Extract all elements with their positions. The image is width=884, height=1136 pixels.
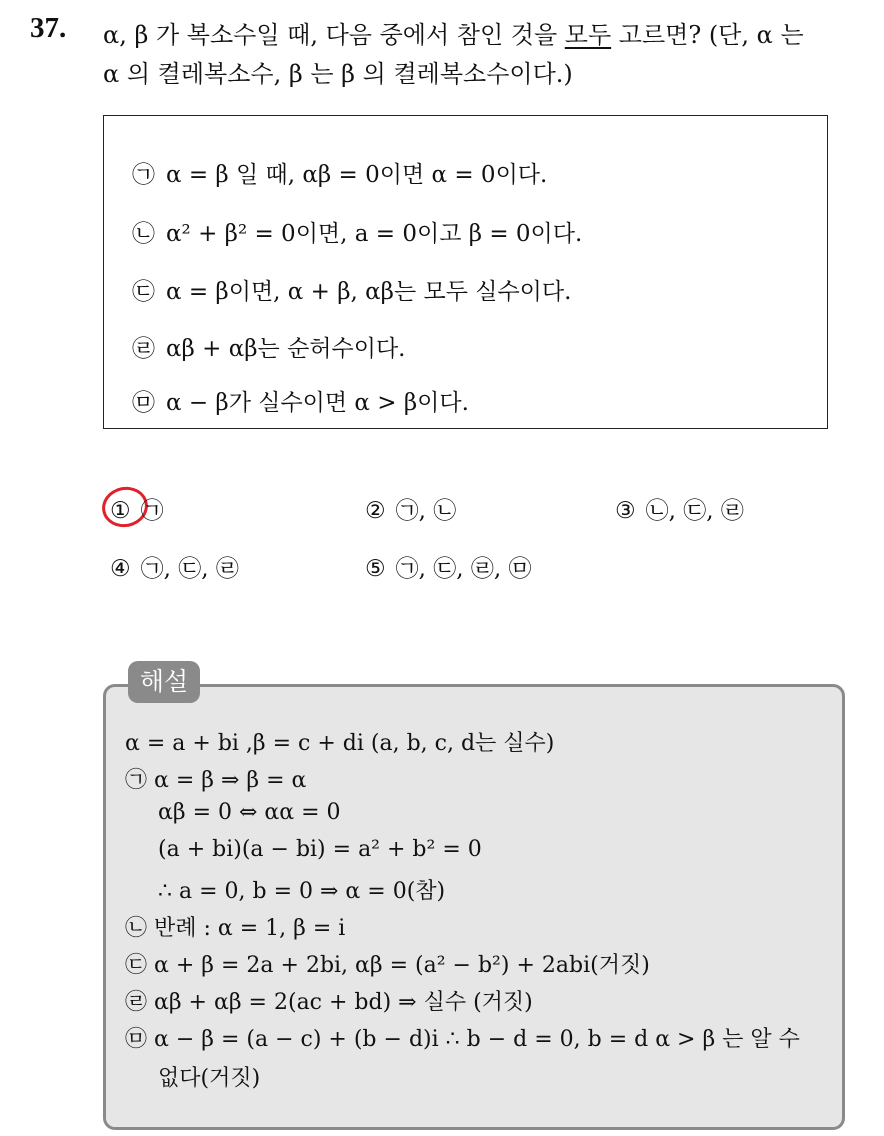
explanation-line-9: ㉤ α − β = (a − c) + (b − d)i ∴ b − d = 0, b = d α > β 는 알 수	[125, 1027, 800, 1052]
explanation-line-8: ㉣ αβ + αβ = 2(ac + bd) ⇒ 실수 (거짓)	[125, 990, 533, 1015]
choice-number: ③	[615, 498, 636, 524]
statement-box	[103, 115, 828, 429]
explanation-line-1: α = a + bi ,β = c + di (a, b, c, d는 실수)	[125, 731, 555, 756]
choice-text: ㉠	[140, 498, 164, 524]
choice-text: ㉠, ㉡	[395, 498, 457, 524]
explanation-line-2: ㉠ α = β ⇒ β = α	[125, 768, 307, 793]
question-line-1-start: α, β 가 복소수일 때, 다음 중에서 참인 것을	[103, 21, 565, 49]
explanation-line-4: (a + bi)(a − bi) = a² + b² = 0	[158, 837, 482, 862]
question-number: 37.	[30, 12, 67, 44]
choice-text: ㉠, ㉢, ㉣, ㉤	[395, 556, 532, 582]
choice-number: ⑤	[365, 556, 386, 582]
choice-number: ④	[110, 556, 131, 582]
statement-3	[132, 273, 571, 306]
choice-number: ②	[365, 498, 386, 524]
underlined-word: 모두	[564, 21, 612, 49]
statement-5	[132, 384, 469, 417]
question-line-1-end: 고르면? (단, α 는	[611, 21, 804, 49]
choice-text: ㉡, ㉢, ㉣	[645, 498, 744, 524]
explanation-line-10: 없다(거짓)	[158, 1066, 261, 1091]
question-line-2: α 의 켤레복소수, β 는 β 의 켤레복소수이다.)	[103, 60, 573, 88]
statement-2	[132, 215, 582, 248]
statement-text: αβ + αβ는 순허수이다.	[166, 336, 406, 362]
statement-marker: ㉤	[132, 390, 155, 416]
choice-3[interactable]	[615, 492, 744, 525]
statement-marker: ㉣	[132, 336, 155, 362]
statement-marker: ㉡	[132, 221, 155, 247]
statement-text: α − β가 실수이면 α > β이다.	[166, 390, 469, 416]
statement-marker: ㉢	[132, 279, 155, 305]
statement-4	[132, 330, 405, 363]
statement-text: α = β이면, α + β, αβ는 모두 실수이다.	[166, 279, 572, 305]
choice-text: ㉠, ㉢, ㉣	[140, 556, 239, 582]
statement-1	[132, 156, 547, 189]
choice-1[interactable]	[110, 492, 164, 525]
choice-number: ①	[110, 498, 131, 524]
explanation-tag: 해설	[128, 661, 200, 703]
question-line-1	[103, 15, 804, 50]
statement-text: α = β 일 때, αβ = 0이면 α = 0이다.	[166, 162, 548, 188]
explanation-line-3: αβ = 0 ⇔ αα = 0	[158, 800, 341, 825]
choice-4[interactable]	[110, 550, 239, 583]
statement-text: α² + β² = 0이면, a = 0이고 β = 0이다.	[166, 221, 583, 247]
statement-marker: ㉠	[132, 162, 155, 188]
explanation-line-7: ㉢ α + β = 2a + 2bi, αβ = (a² − b²) + 2abi(거짓)	[125, 953, 650, 978]
choice-2[interactable]	[365, 492, 456, 525]
explanation-line-5: ∴ a = 0, b = 0 ⇒ α = 0(참)	[158, 879, 446, 904]
explanation-line-6: ㉡ 반례 : α = 1, β = i	[125, 916, 346, 941]
choice-5[interactable]	[365, 550, 532, 583]
